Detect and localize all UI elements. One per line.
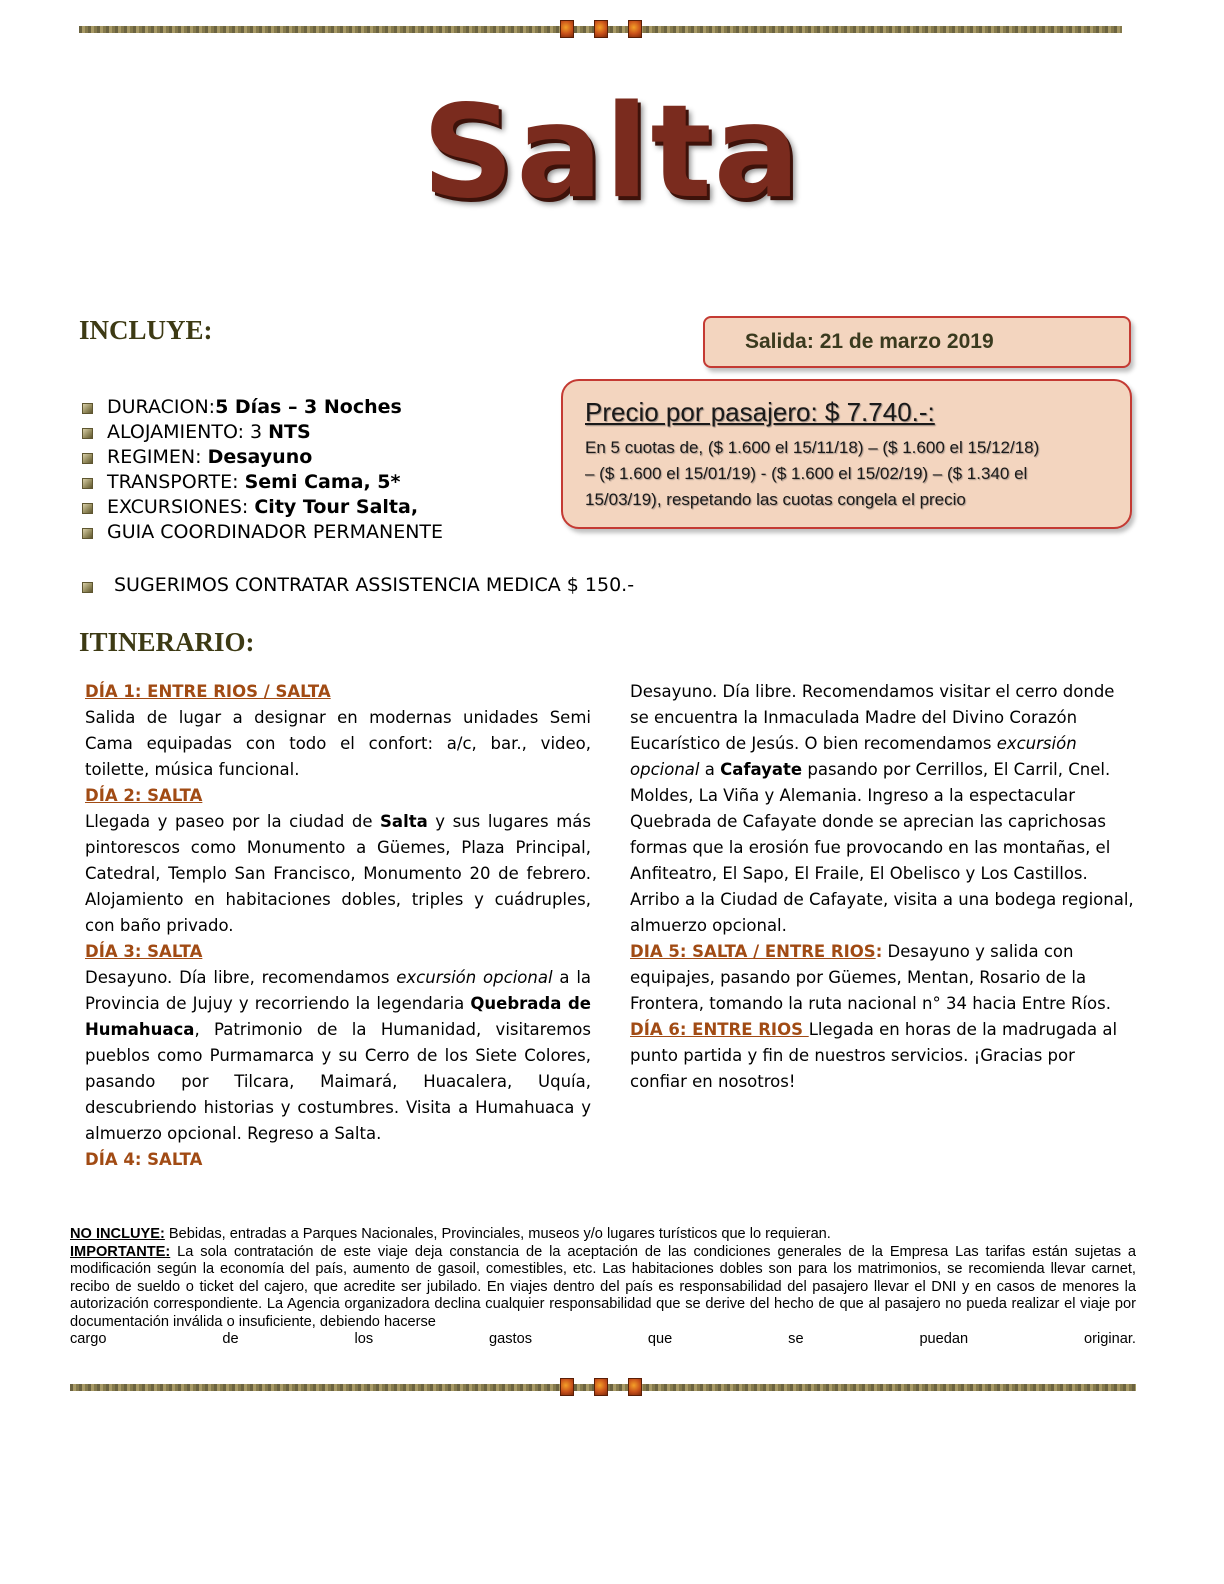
itinerary-left-column [85, 679, 591, 1173]
day2-text: Llegada y paseo por la ciudad de Salta y sus lugares más pintorescos como Monumento a Güemes, Plaza Principal, Catedral, Templo San Francisco, Monumento 20 de febrero. Alojamiento en habitaciones dobles, triples y cuádruples, con baño privado. [85, 812, 591, 935]
day6-title: DÍA 6: ENTRE RIOS [630, 1020, 809, 1039]
day5-title: DIA 5: SALTA / ENTRE RIOS [630, 942, 876, 961]
precio-title: Precio por pasajero: $ 7.740.-: [585, 397, 935, 427]
sugerimos-line [80, 574, 634, 596]
bottom-gem-3 [628, 1378, 642, 1396]
precio-line: En 5 cuotas de, ($ 1.600 el 15/11/18) – ($ 1.600 el 15/12/18) [585, 438, 1040, 457]
top-gem-2 [594, 20, 608, 38]
day2-title: DÍA 2: SALTA [85, 786, 203, 805]
precio-box [561, 379, 1132, 529]
bullet-icon [82, 478, 93, 489]
salida-text: Salida: 21 de marzo 2019 [745, 330, 994, 353]
itinerary-right-column [630, 679, 1137, 1095]
sugerimos-text: SUGERIMOS CONTRATAR ASSISTENCIA MEDICA $ 150.- [114, 574, 635, 596]
bullet-icon [82, 503, 93, 514]
bullet-icon [82, 428, 93, 439]
precio-detail [585, 435, 1120, 513]
day1-title: DÍA 1: ENTRE RIOS / SALTA [85, 682, 331, 701]
list-item: DURACION:5 Días – 3 Noches [80, 395, 443, 420]
page-title: Salta [422, 78, 802, 227]
top-gem-3 [628, 20, 642, 38]
bottom-gem-1 [560, 1378, 574, 1396]
incluye-heading: INCLUYE: [79, 315, 213, 345]
day1-text: Salida de lugar a designar en modernas unidades Semi Cama equipadas con todo el confort: a/c, bar., video, toilette, música funcional. [85, 708, 591, 779]
list-item: TRANSPORTE: Semi Cama, 5* [80, 470, 443, 495]
incluye-list [80, 395, 443, 545]
footer-last-line: cargo de los gastos que se puedan originar. [70, 1331, 1136, 1347]
itinerario-heading: ITINERARIO: [79, 627, 255, 657]
bullet-icon [82, 582, 93, 593]
importante-paragraph: IMPORTANTE: La sola contratación de este viaje deja constancia de la aceptación de las condiciones generales de la Empresa Las tarifas están sujetas a modificación según la economía del país, aumento de gasoil, comestibles, etc. Las habitaciones dobles son para los matrimonios, se recomienda llevar carnet, recibo de sueldo o ticket del cajero, que acredite ser jubilado. En viajes dentro del país es responsabilidad del pasajero llevar el DNI y en casos de menores la autorización correspondiente. La Agencia organizadora declina cualquier responsabilidad que se derive del hecho de que al pasajero no pueda realizar el viaje por documentación inválida o insuficiente, debiendo hacerse [70, 1243, 1136, 1330]
bottom-gem-2 [594, 1378, 608, 1396]
day3-title: DÍA 3: SALTA [85, 942, 203, 961]
day3-text: Desayuno. Día libre, recomendamos excursión opcional a la Provincia de Jujuy y recorriendo la legendaria Quebrada de Humahuaca, Patrimonio de la Humanidad, visitaremos pueblos como Purmamarca y su Cerro de los Siete Colores, pasando por Tilcara, Maimará, Huacalera, Uquía, descubriendo historias y costumbres. Visita a Humahuaca y almuerzo opcional. Regreso a Salta. [85, 968, 592, 1143]
no-incluye-line: NO INCLUYE: Bebidas, entradas a Parques Nacionales, Provinciales, museos y/o lugares turísticos que lo requieran. [70, 1226, 831, 1242]
list-item: EXCURSIONES: City Tour Salta, [80, 495, 443, 520]
list-item: ALOJAMIENTO: 3 NTS [80, 420, 443, 445]
list-item: REGIMEN: Desayuno [80, 445, 443, 470]
footer-terms [70, 1226, 1136, 1349]
day4-text: Desayuno. Día libre. Recomendamos visitar el cerro donde se encuentra la Inmaculada Madre del Divino Corazón Eucarístico de Jesús. O bien recomendamos excursión opcional a Cafayate pasando por Cerrillos, El Carril, Cnel. Moldes, La Viña y Alemania. Ingreso a la espectacular Quebrada de Cafayate donde se aprecian las caprichosas formas que la erosión fue provocando en las montañas, el Anfiteatro, El Sapo, El Fraile, El Obelisco y Los Castillos. Arribo a la Ciudad de Cafayate, visita a una bodega regional, almuerzo opcional. [630, 682, 1134, 935]
bullet-icon [82, 403, 93, 414]
precio-line: – ($ 1.600 el 15/01/19) - ($ 1.600 el 15/02/19) – ($ 1.340 el [585, 464, 1028, 483]
day5-text: DIA 5: SALTA / ENTRE RIOS: Desayuno y salida con equipajes, pasando por Güemes, Mentan, Rosario de la Frontera, tomando la ruta nacional n° 34 hacia Entre Ríos. [630, 942, 1111, 1013]
bullet-icon [82, 453, 93, 464]
top-gem-1 [560, 20, 574, 38]
day6-text: DÍA 6: ENTRE RIOS Llegada en horas de la madrugada al punto partida y fin de nuestros servicios. ¡Gracias por confiar en nosotros! [630, 1020, 1118, 1091]
bullet-icon [82, 528, 93, 539]
day4-title: DÍA 4: SALTA [85, 1150, 203, 1169]
precio-line: 15/03/19), respetando las cuotas congela el precio [585, 490, 966, 509]
salida-box [703, 316, 1131, 368]
list-item: GUIA COORDINADOR PERMANENTE [80, 520, 443, 545]
